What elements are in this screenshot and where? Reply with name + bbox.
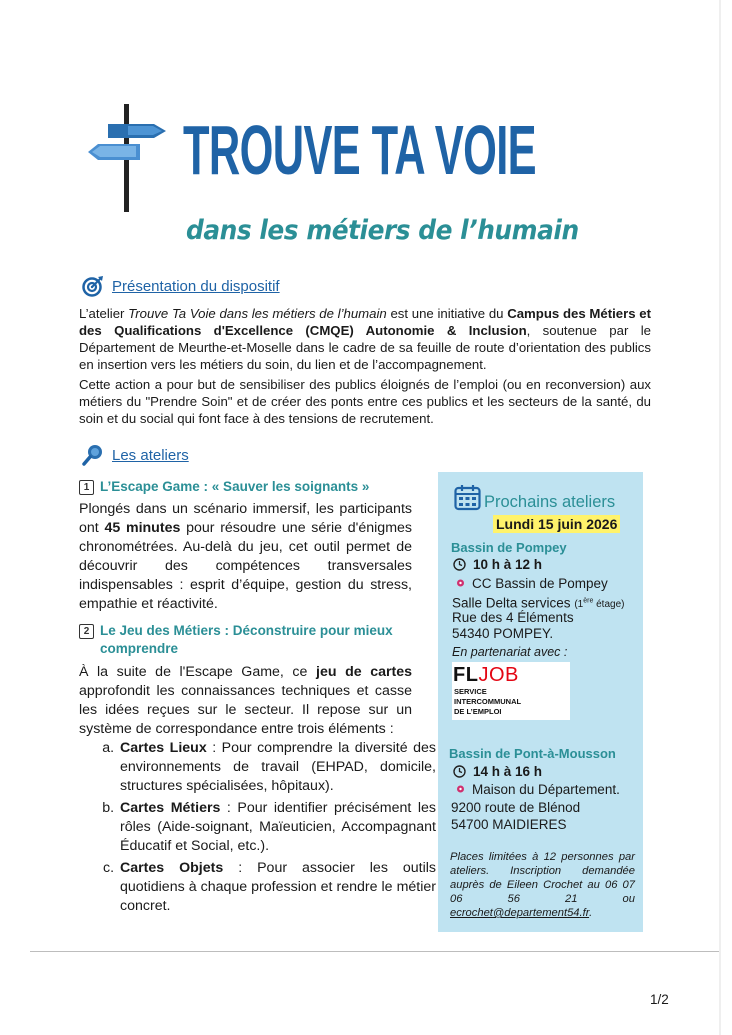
calendar-icon bbox=[454, 484, 481, 511]
presentation-paragraph-1 bbox=[79, 305, 651, 373]
note-text: Places limitées à 12 personnes par ateliers. Inscription demandée auprès de Eileen Crochet au 06 07 06 56 21 ou bbox=[450, 851, 635, 905]
jeu-text-bold: jeu de cartes bbox=[316, 664, 413, 680]
jeu-metiers-heading bbox=[79, 622, 419, 658]
pont-a-mousson-heading: Bassin de Pont-à-Mousson bbox=[449, 746, 616, 761]
jeu-text-post: approfondit les connaissances techniques et casse les idées reçues sur le secteur. Il repose sur un système de correspondance entre trois éléments : bbox=[79, 683, 412, 737]
pompey-place: CC Bassin de Pompey bbox=[472, 576, 608, 591]
pont-city: 54700 MAIDIERES bbox=[451, 817, 567, 832]
escape-text-bold: 45 minutes bbox=[104, 520, 181, 536]
clock-icon bbox=[453, 558, 466, 571]
jeu-metiers-title: Le Jeu des Métiers : Déconstruire pour mieux comprendre bbox=[100, 623, 393, 656]
card-text: : Pour comprendre la diversité des environnements de travail (EHPAD, domicile, structures spécialisées, hôpitaux). bbox=[120, 740, 436, 794]
page-number: 1/2 bbox=[650, 992, 669, 1007]
card-text: : Pour identifier précisément les rôles (Aide-soignant, Maïeuticien, Accompagnant Éducatif et Social, etc.). bbox=[120, 800, 436, 854]
escape-game-heading bbox=[79, 478, 369, 496]
card-text: : Pour associer les outils quotidiens à chaque profession et rendre le métier concret. bbox=[120, 860, 436, 914]
number-1-icon: 1 bbox=[79, 480, 94, 495]
room-name: Salle Delta services bbox=[452, 595, 571, 611]
card-title: Cartes Lieux bbox=[120, 740, 207, 756]
fljob-line-2: INTERCOMMUNAL bbox=[454, 697, 522, 706]
partner-label: En partenariat avec : bbox=[452, 645, 568, 659]
p1-italic: Trouve Ta Voie dans les métiers de l’humain bbox=[128, 306, 387, 321]
pont-time-row bbox=[453, 764, 542, 779]
clock-icon bbox=[453, 765, 466, 778]
pompey-time-row bbox=[453, 557, 542, 572]
divider bbox=[30, 951, 720, 952]
fljob-logo bbox=[452, 662, 570, 720]
escape-game-title: L’Escape Game : « Sauver les soignants » bbox=[100, 479, 370, 494]
fljob-job: JOB bbox=[478, 664, 519, 686]
number-2-icon: 2 bbox=[79, 624, 94, 639]
pompey-place-row bbox=[456, 576, 608, 591]
list-item bbox=[118, 739, 436, 796]
contact-email-link[interactable]: ecrochet@departement54.fr bbox=[450, 907, 590, 919]
pompey-city: 54340 POMPEY. bbox=[452, 626, 554, 641]
list-item bbox=[118, 799, 436, 856]
pont-street: 9200 route de Blénod bbox=[451, 800, 581, 815]
p1-mid: est une initiative du bbox=[386, 306, 508, 321]
pompey-time: 10 h à 12 h bbox=[473, 557, 543, 572]
card-types-list bbox=[94, 739, 436, 919]
room-floor: (1ère étage) bbox=[574, 598, 625, 611]
floor-word: étage bbox=[596, 599, 622, 611]
panel-title: Prochains ateliers bbox=[484, 493, 616, 511]
presentation-text bbox=[79, 305, 651, 427]
workshop-date: Lundi 15 juin 2026 bbox=[493, 515, 620, 533]
presentation-paragraph-2: Cette action a pour but de sensibiliser des publics éloignés de l’emploi (ou en reconversion) aux métiers du "Prendre Soin" et de créer des ponts entre ces publics et les secteurs de la santé, du soin et du social qui font face à des tensions de recrutement. bbox=[79, 377, 651, 426]
escape-text-pre: Plongés dans un scénario immersif, les participants ont bbox=[79, 501, 412, 536]
location-pin-icon bbox=[456, 785, 465, 795]
floor-superscript: ère bbox=[583, 598, 594, 605]
escape-game-text bbox=[79, 500, 412, 614]
fljob-line-1: SERVICE bbox=[454, 687, 487, 696]
pont-time: 14 h à 16 h bbox=[473, 764, 543, 779]
fljob-fl: FL bbox=[453, 664, 479, 686]
fljob-tagline bbox=[454, 687, 521, 717]
card-title: Cartes Métiers bbox=[120, 800, 221, 816]
pont-place: Maison du Département. bbox=[472, 782, 620, 797]
page-subtitle: dans les métiers de l’humain bbox=[186, 215, 579, 246]
p1-pre: L’atelier bbox=[79, 306, 129, 321]
target-icon bbox=[82, 275, 104, 297]
pont-place-row bbox=[456, 782, 620, 797]
escape-text-post: pour résoudre une série d'énigmes chronométrées. Au-delà du jeu, cet outil permet de découvrir des compétences transversales indispensables : esprit d’équipe, gestion du stress, empathie et réactivité. bbox=[79, 520, 413, 612]
presentation-heading bbox=[82, 275, 280, 297]
card-title: Cartes Objets bbox=[120, 860, 224, 876]
floor-number: 1 bbox=[577, 599, 584, 611]
presentation-heading-label: Présentation du dispositif bbox=[112, 277, 280, 295]
ateliers-heading-label: Les ateliers bbox=[112, 446, 189, 464]
list-item bbox=[118, 859, 436, 916]
jeu-metiers-text bbox=[79, 663, 412, 739]
page-edge bbox=[719, 0, 721, 1035]
location-pin-icon bbox=[456, 579, 465, 589]
pompey-heading: Bassin de Pompey bbox=[451, 540, 567, 555]
signpost-logo bbox=[86, 100, 176, 215]
ateliers-heading bbox=[82, 444, 189, 466]
p1-post: , soutenue par le Département de Meurthe-et-Moselle dans le cadre de sa feuille de route d’orientation des publics en insertion vers les métiers du soin, du lien et de l’accompagnement. bbox=[79, 323, 651, 372]
p1-bold: Campus des Métiers et des Qualifications d'Excellence (CMQE) Autonomie & Inclusion bbox=[79, 306, 651, 338]
fljob-brand bbox=[453, 664, 519, 686]
note-end: . bbox=[589, 907, 593, 919]
magnifier-icon bbox=[82, 444, 104, 466]
pompey-street: Rue des 4 Éléments bbox=[452, 610, 574, 625]
registration-note bbox=[450, 850, 635, 920]
page-title: TROUVE TA VOIE bbox=[183, 111, 537, 189]
fljob-line-3: DE L’EMPLOI bbox=[454, 707, 502, 716]
jeu-text-pre: À la suite de l'Escape Game, ce bbox=[79, 664, 316, 680]
